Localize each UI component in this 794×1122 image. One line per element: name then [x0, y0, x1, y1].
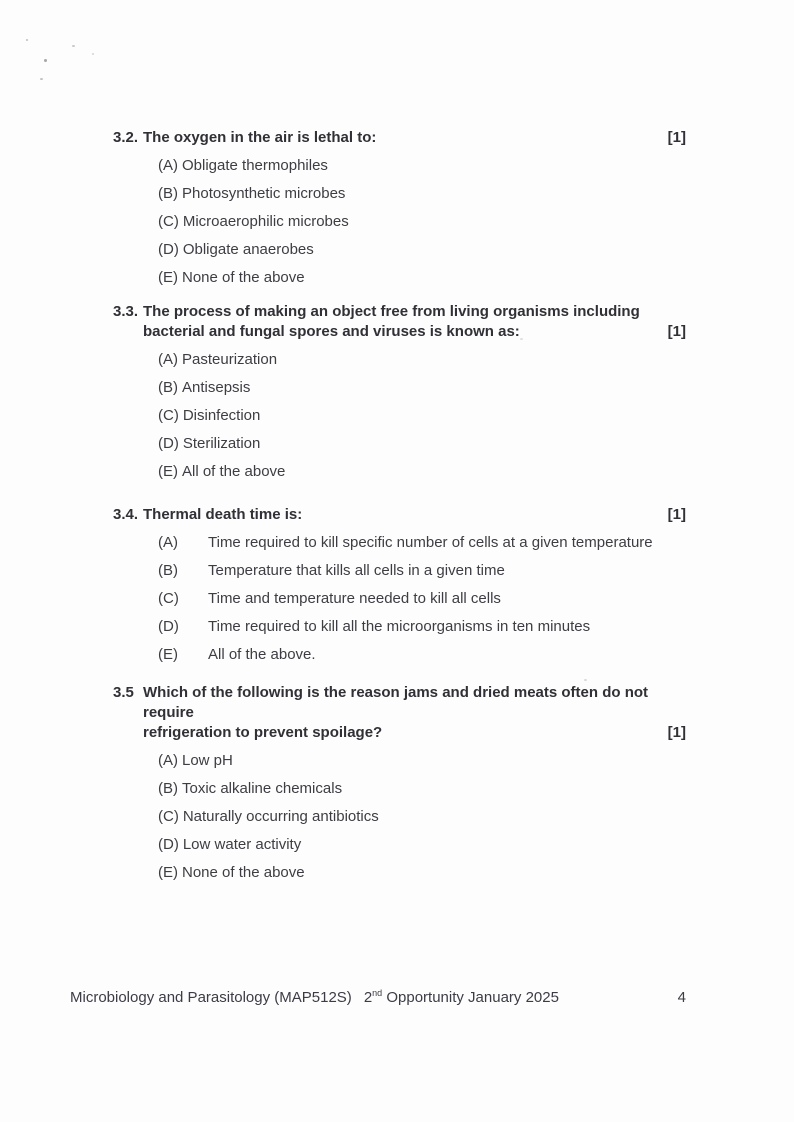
question-3-5-title: [113, 683, 668, 743]
option-text: Disinfection: [182, 407, 261, 424]
question-3-5-heading: [113, 683, 686, 743]
option-b: [158, 780, 686, 797]
option-c: [158, 407, 686, 424]
footer-opportunity-num: 2: [363, 989, 373, 1006]
option-label: (D): [158, 241, 179, 258]
scan-speck: [584, 679, 587, 681]
option-text: Antisepsis: [182, 379, 251, 396]
option-text: Low water activity: [182, 836, 302, 853]
scan-speck: [520, 338, 523, 340]
option-text: None of the above: [182, 269, 305, 286]
question-3-3-title: [113, 302, 640, 342]
scan-speck: [40, 78, 43, 80]
option-c: [158, 213, 686, 230]
question-text-line2: bacterial and fungal spores and viruses is known as:: [143, 323, 520, 340]
option-label: (E): [158, 864, 178, 881]
option-text: All of the above: [182, 463, 286, 480]
question-3-2: [113, 128, 686, 286]
question-number: 3.4.: [113, 506, 139, 523]
option-text: Obligate anaerobes: [182, 241, 314, 258]
option-label: (E): [158, 269, 178, 286]
question-text-line2: refrigeration to prevent spoilage?: [143, 724, 383, 741]
page-number: 4: [677, 989, 686, 1006]
question-text: [143, 505, 302, 525]
question-text: [143, 302, 640, 342]
option-e: [158, 269, 686, 286]
question-3-2-heading: [113, 128, 686, 148]
option-text: Temperature that kills all cells in a given time: [208, 562, 505, 579]
footer-course-title: Microbiology and Parasitology (MAP512S): [70, 989, 352, 1006]
option-b: [158, 562, 686, 579]
option-d: [158, 836, 686, 853]
footer-opportunity-ordinal: nd: [372, 988, 383, 998]
option-text: Time and temperature needed to kill all cells: [208, 590, 501, 607]
option-label: (C): [158, 808, 179, 825]
scan-speck: [44, 59, 47, 62]
option-text: Toxic alkaline chemicals: [182, 780, 343, 797]
option-a: [158, 752, 686, 769]
option-label: (B): [158, 185, 178, 202]
option-label: (C): [158, 590, 179, 607]
option-text: Photosynthetic microbes: [182, 185, 346, 202]
question-number: 3.3.: [113, 303, 139, 320]
question-3-4-title: [113, 505, 302, 525]
option-label: (D): [158, 435, 179, 452]
question-3-5-options: [158, 752, 686, 881]
option-e: [158, 463, 686, 480]
question-3-2-options: [158, 157, 686, 286]
marks-badge: [1]: [667, 724, 686, 741]
scan-speck: [26, 39, 28, 41]
question-number: 3.5: [113, 684, 134, 701]
option-a: [158, 351, 686, 368]
option-label: (A): [158, 534, 178, 551]
option-label: (D): [158, 618, 179, 635]
option-text: Pasteurization: [182, 351, 278, 368]
option-label: (B): [158, 780, 178, 797]
question-3-3-options: [158, 351, 686, 480]
option-text: Time required to kill all the microorganisms in ten minutes: [208, 618, 591, 635]
question-text-line1: Thermal death time is:: [143, 506, 303, 523]
option-label: (E): [158, 463, 178, 480]
option-b: [158, 185, 686, 202]
option-label: (D): [158, 836, 179, 853]
option-label: (B): [158, 379, 178, 396]
option-text: Microaerophilic microbes: [182, 213, 349, 230]
option-e: [158, 864, 686, 881]
marks-badge: [1]: [667, 506, 686, 523]
option-c: [158, 808, 686, 825]
question-3-2-title: [113, 128, 376, 148]
option-d: [158, 618, 686, 635]
option-label: (A): [158, 351, 178, 368]
question-text: [143, 128, 376, 148]
option-a: [158, 534, 686, 551]
option-label: (C): [158, 407, 179, 424]
scan-speck: [92, 53, 94, 55]
question-text-line1: The process of making an object free from living organisms including: [143, 303, 640, 320]
option-a: [158, 157, 686, 174]
footer-opportunity: [364, 984, 559, 1007]
option-d: [158, 241, 686, 258]
option-d: [158, 435, 686, 452]
page-footer: [70, 984, 686, 1007]
option-text: Low pH: [182, 752, 233, 769]
footer-opportunity-rest: Opportunity January 2025: [382, 989, 559, 1006]
question-3-3-heading: [113, 302, 686, 342]
option-text: None of the above: [182, 864, 305, 881]
question-3-5: [113, 683, 686, 881]
option-e: [158, 646, 686, 663]
question-3-4-heading: [113, 505, 686, 525]
marks-badge: [1]: [667, 323, 686, 340]
question-3-4-options: [158, 534, 686, 663]
option-label: (A): [158, 752, 178, 769]
option-label: (B): [158, 562, 178, 579]
question-3-4: [113, 505, 686, 663]
question-text: [143, 683, 668, 743]
question-text-line1: The oxygen in the air is lethal to:: [143, 129, 377, 146]
option-c: [158, 590, 686, 607]
option-text: Time required to kill specific number of cells at a given temperature: [208, 534, 653, 551]
option-b: [158, 379, 686, 396]
question-text-line1: Which of the following is the reason jams and dried meats often do not require: [143, 684, 649, 721]
option-label: (A): [158, 157, 178, 174]
option-text: Naturally occurring antibiotics: [182, 808, 379, 825]
question-3-3: [113, 302, 686, 480]
option-label: (C): [158, 213, 179, 230]
option-text: Sterilization: [182, 435, 261, 452]
marks-badge: [1]: [667, 129, 686, 146]
option-text: Obligate thermophiles: [182, 157, 328, 174]
option-label: (E): [158, 646, 178, 663]
scan-speck: [72, 45, 75, 47]
question-number: 3.2.: [113, 129, 139, 146]
option-text: All of the above.: [208, 646, 316, 663]
